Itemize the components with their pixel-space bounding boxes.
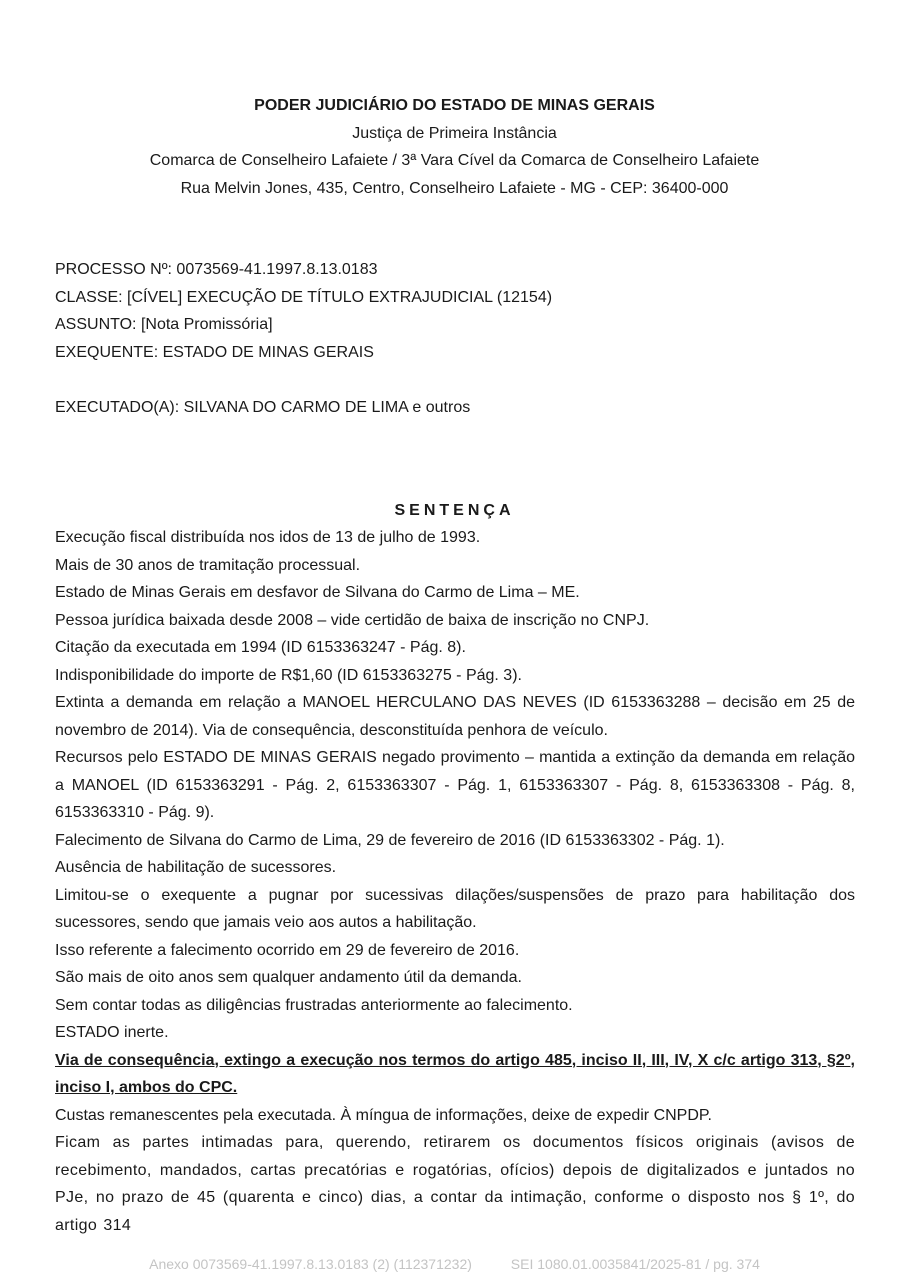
ruling-paragraph: Via de consequência, extingo a execução nos termos do artigo 485, inciso II, III, IV, X c/c artigo 313, §2º, inciso I, ambos do CPC. — [55, 1051, 855, 1096]
case-class: CLASSE: [CÍVEL] EXECUÇÃO DE TÍTULO EXTRAJUDICIAL (12154) — [55, 288, 553, 306]
document-header — [0, 92, 909, 202]
paragraph: Pessoa jurídica baixada desde 2008 – vide certidão de baixa de inscrição no CNPJ. — [55, 611, 650, 629]
case-defendant: EXECUTADO(A): SILVANA DO CARMO DE LIMA e outros — [55, 398, 471, 416]
paragraph: Falecimento de Silvana do Carmo de Lima, 29 de fevereiro de 2016 (ID 6153363302 - Pág. 1). — [55, 831, 725, 849]
paragraph: Extinta a demanda em relação a MANOEL HERCULANO DAS NEVES (ID 6153363288 – decisão em 25 de novembro de 2014). Via de consequência, desconstituída penhora de veículo. — [55, 694, 855, 739]
paragraph: Recursos pelo ESTADO DE MINAS GERAIS negado provimento – mantida a extinção da demanda em relação a MANOEL (ID 6153363291 - Pág. 2, 6153363307 - Pág. 1, 6153363307 - Pág. 8, 6153363308 - Pág. 8, 6153363310 - Pág. 9). — [55, 749, 855, 821]
paragraph: Custas remanescentes pela executada. À míngua de informações, deixe de expedir CNPDP. — [55, 1106, 712, 1124]
paragraph: Indisponibilidade do importe de R$1,60 (ID 6153363275 - Pág. 3). — [55, 666, 522, 684]
court-district: Comarca de Conselheiro Lafaiete / 3ª Vara Cível da Comarca de Conselheiro Lafaiete — [149, 152, 760, 169]
case-plaintiff: EXEQUENTE: ESTADO DE MINAS GERAIS — [55, 343, 374, 361]
page-footer: Anexo 0073569-41.1997.8.13.0183 (2) (112371232) SEI 1080.01.0035841/2025-81 / pg. 374 — [149, 1256, 760, 1272]
sentence-title: SENTENÇA — [394, 502, 515, 519]
paragraph: Ficam as partes intimadas para, querendo, retirarem os documentos físicos originais (avisos de recebimento, mandados, cartas precatórias e rogatórias, ofícios) depois de digitalizados e juntados no PJe, no prazo de 45 (quarenta e cinco) dias, a contar da intimação, conforme o disposto nos § 1º, do artigo 314 — [55, 1134, 855, 1234]
paragraph: Execução fiscal distribuída nos idos de 13 de julho de 1993. — [55, 529, 481, 546]
court-instance: Justiça de Primeira Instância — [352, 124, 557, 142]
paragraph: ESTADO inerte. — [55, 1024, 169, 1041]
case-info — [55, 256, 855, 421]
paragraph: Limitou-se o exequente a pugnar por sucessivas dilações/suspensões de prazo para habilitação dos sucessores, sendo que jamais veio aos autos a habilitação. — [55, 886, 855, 931]
paragraph: Sem contar todas as diligências frustradas anteriormente ao falecimento. — [55, 996, 573, 1014]
court-name: PODER JUDICIÁRIO DO ESTADO DE MINAS GERAIS — [254, 97, 655, 114]
paragraph: Ausência de habilitação de sucessores. — [55, 859, 337, 876]
court-address: Rua Melvin Jones, 435, Centro, Conselheiro Lafaiete - MG - CEP: 36400-000 — [180, 179, 729, 197]
case-subject: ASSUNTO: [Nota Promissória] — [55, 316, 273, 333]
paragraph: Citação da executada em 1994 (ID 6153363247 - Pág. 8). — [55, 639, 466, 656]
process-number: PROCESSO Nº: 0073569-41.1997.8.13.0183 — [55, 261, 378, 278]
spacer — [55, 366, 855, 394]
paragraph: Mais de 30 anos de tramitação processual. — [55, 556, 361, 574]
paragraph: Isso referente a falecimento ocorrido em 29 de fevereiro de 2016. — [55, 941, 520, 959]
paragraph: Estado de Minas Gerais em desfavor de Silvana do Carmo de Lima – ME. — [55, 584, 580, 601]
paragraph: São mais de oito anos sem qualquer andamento útil da demanda. — [55, 969, 522, 986]
sentence-body — [55, 524, 855, 1239]
